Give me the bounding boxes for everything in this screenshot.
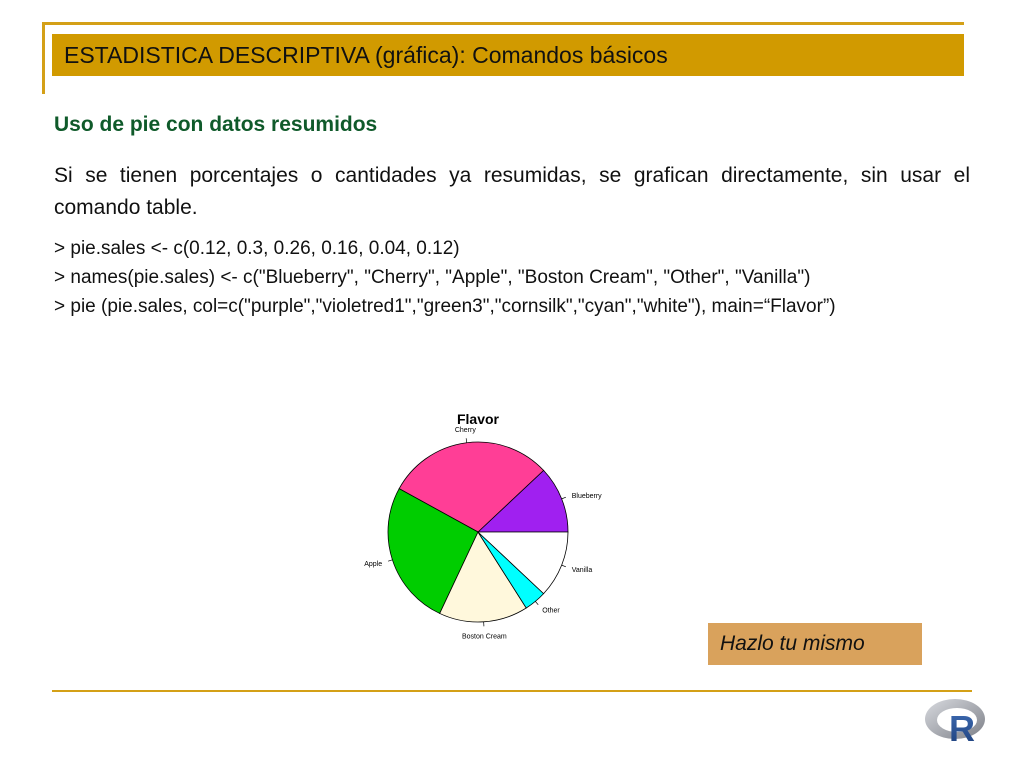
body-paragraph: Si se tienen porcentajes o cantidades ya resumidas, se grafican directamente, sin usar el comando table. (54, 164, 970, 219)
pie-label: Boston Cream (461, 633, 507, 641)
pie-label-tick (535, 601, 538, 604)
pie-label-tick (388, 560, 392, 561)
pie-label-tick (562, 497, 566, 499)
r-logo-text: R (949, 708, 975, 747)
pie-label: Blueberry (571, 492, 602, 500)
pie-chart (340, 400, 640, 650)
frame-top-line (42, 22, 964, 25)
section-subtitle: Uso de pie con datos resumidos (54, 113, 378, 136)
pie-label: Cherry (454, 426, 476, 434)
page-title: ESTADISTICA DESCRIPTIVA (gráfica): Comandos básicos (64, 41, 668, 68)
r-logo-icon (922, 695, 988, 747)
pie-label-tick (562, 565, 566, 567)
bottom-rule (52, 690, 972, 692)
code-line-3: > pie (pie.sales, col=c("purple","violetred1","green3","cornsilk","cyan","white"), main=“Flavor”) (54, 296, 836, 317)
chart-title: Flavor (456, 411, 500, 427)
pie-label: Other (542, 607, 560, 615)
hazlo-tu-mismo-button[interactable]: Hazlo tu mismo (708, 623, 922, 665)
title-bar (52, 34, 964, 76)
pie-label: Apple (364, 561, 383, 569)
code-line-2: > names(pie.sales) <- c("Blueberry", "Cherry", "Apple", "Boston Cream", "Other", "Vanilla") (54, 267, 811, 288)
frame-left-line (42, 22, 45, 94)
pie-label: Vanilla (571, 567, 593, 575)
pie-label-tick (466, 438, 467, 442)
code-block (54, 234, 954, 321)
code-line-1: > pie.sales <- c(0.12, 0.3, 0.26, 0.16, 0.04, 0.12) (54, 238, 460, 259)
